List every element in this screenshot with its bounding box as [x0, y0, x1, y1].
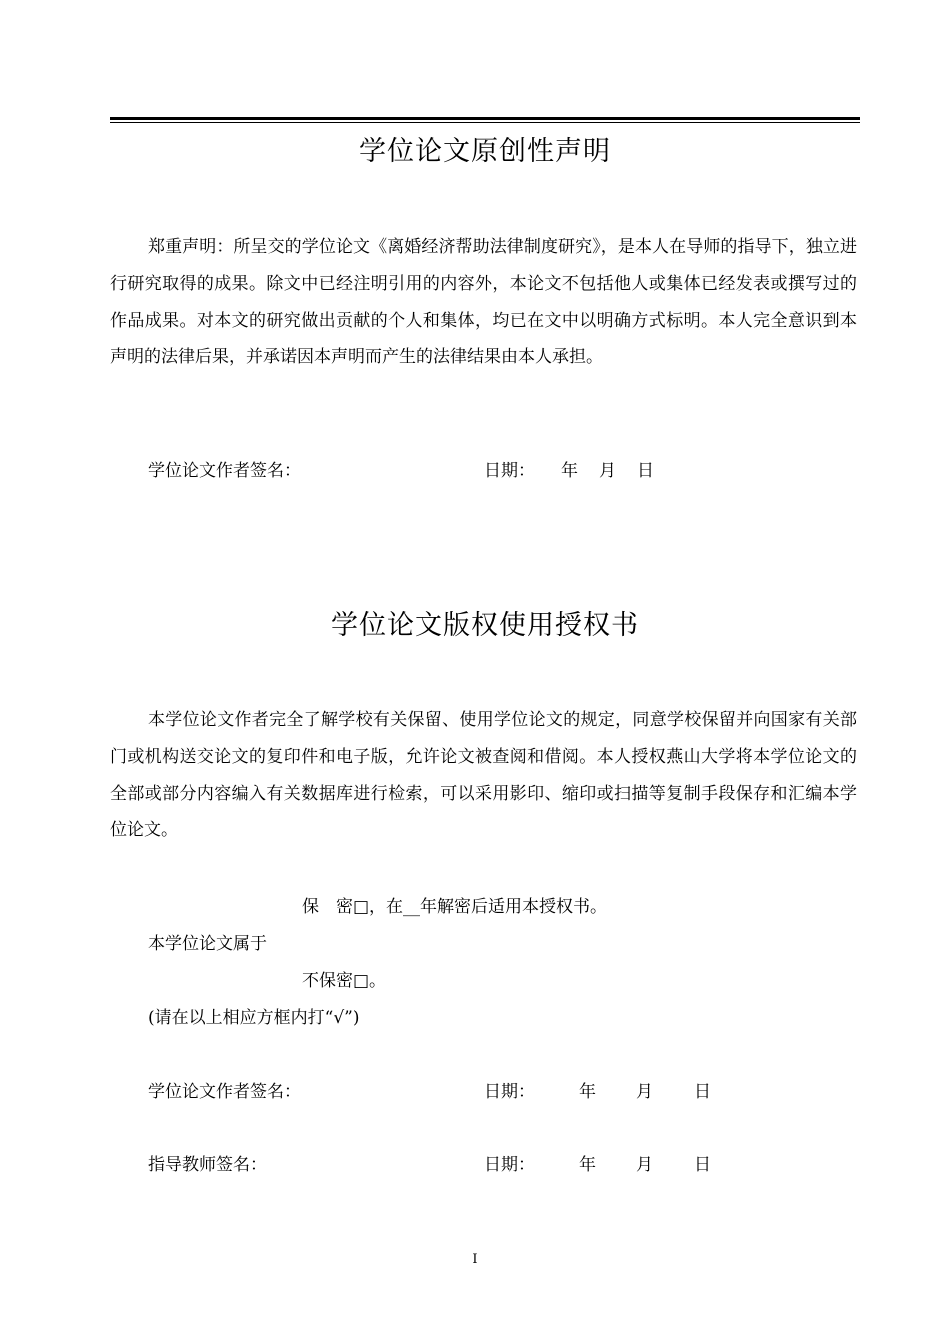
authorization-author-signature-label: 学位论文作者签名： — [148, 1082, 301, 1102]
page-number: I — [472, 1252, 478, 1267]
authorization-author-month: 月 — [636, 1082, 653, 1102]
advisor-day: 日 — [694, 1155, 711, 1175]
authorization-author-date-label: 日期： — [484, 1082, 535, 1102]
authorization-paragraph: 本学位论文作者完全了解学校有关保留、使用学位论文的规定，同意学校保留并向国家有关部门或机构送交论文的复印件和电子版，允许论文被查阅和借阅。本人授权燕山大学将本学位论文的全部或部分内容编入有关数据库进行检索，可以采用影印、缩印或扫描等复制手段保存和汇编本学位论文。 — [110, 710, 857, 841]
option-not-secret: 不保密□。 — [302, 971, 387, 991]
authorization-author-year: 年 — [579, 1082, 596, 1102]
declaration-author-signature-label: 学位论文作者签名： — [148, 461, 301, 481]
header-rule-thin — [110, 122, 860, 123]
header-rule-thick — [110, 117, 860, 120]
declaration-month: 月 — [599, 461, 616, 481]
declaration-paragraph: 郑重声明：所呈交的学位论文《离婚经济帮助法律制度研究》，是本人在导师的指导下，独立进行研究取得的成果。除文中已经注明引用的内容外，本论文不包括他人或集体已经发表或撰写过的作品成果。对本文的研究做出贡献的个人和集体，均已在文中以明确方式标明。本人完全意识到本声明的法律后果，并承诺因本声明而产生的法律结果由本人承担。 — [110, 237, 857, 368]
declaration-day: 日 — [637, 461, 654, 481]
advisor-signature-label: 指导教师签名： — [148, 1155, 267, 1175]
advisor-date-label: 日期： — [484, 1155, 535, 1175]
belongs-label: 本学位论文属于 — [148, 934, 267, 954]
authorization-author-day: 日 — [694, 1082, 711, 1102]
option-secret: 保 密□，在__年解密后适用本授权书。 — [302, 897, 608, 917]
declaration-year: 年 — [561, 461, 578, 481]
declaration-date-label: 日期： — [484, 461, 535, 481]
advisor-year: 年 — [579, 1155, 596, 1175]
authorization-title: 学位论文版权使用授权书 — [331, 610, 639, 641]
declaration-title: 学位论文原创性声明 — [359, 136, 611, 167]
checkmark-instruction: (请在以上相应方框内打“√”) — [148, 1008, 360, 1028]
advisor-month: 月 — [636, 1155, 653, 1175]
